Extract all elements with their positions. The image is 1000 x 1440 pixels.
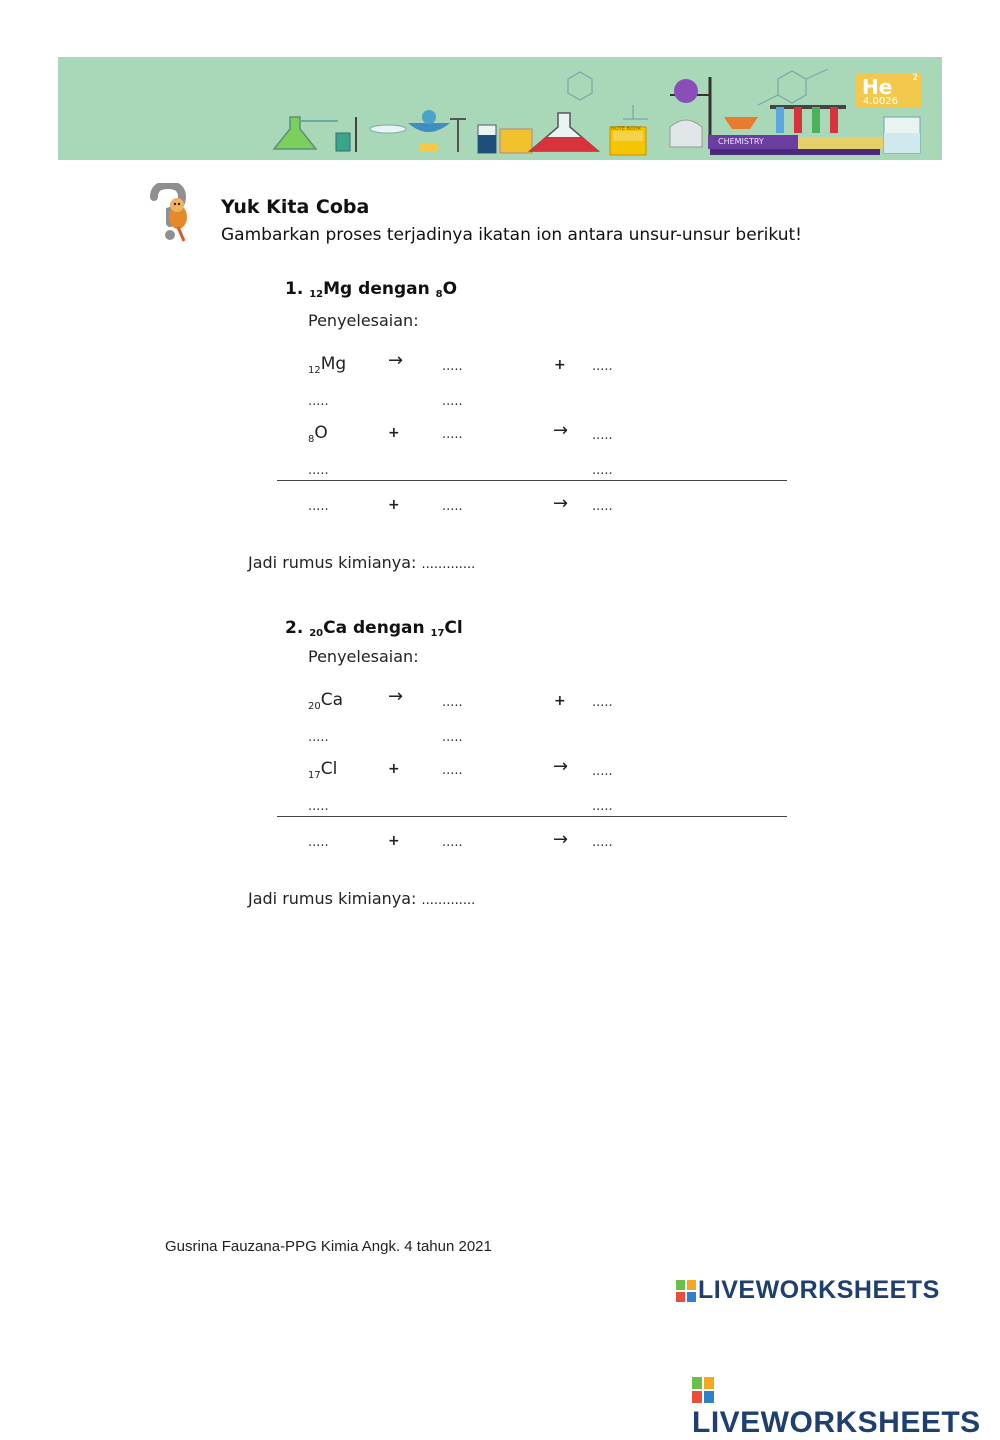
answer-blank[interactable]: ..... xyxy=(308,835,329,850)
sum-divider-line xyxy=(277,816,787,817)
question-mascot-icon xyxy=(144,183,194,245)
answer-blank[interactable]: ..... xyxy=(592,499,613,514)
plus-sign: + xyxy=(388,497,400,513)
answer-blank[interactable]: ..... xyxy=(308,799,329,814)
plus-sign: + xyxy=(388,833,400,849)
answer-blank[interactable]: ..... xyxy=(592,463,613,478)
solution-label: Penyelesaian: xyxy=(308,311,419,330)
liveworksheets-watermark-wordmark: LIVEWORKSHEETS xyxy=(692,1406,981,1439)
element-1-atomic-number: 12 xyxy=(309,289,324,300)
sum-divider-line xyxy=(277,480,787,481)
answer-blank[interactable]: ..... xyxy=(308,394,329,409)
section-title: Yuk Kita Coba xyxy=(221,196,370,218)
connector-word: dengan xyxy=(353,618,425,638)
reactant-element: $_{17}$Cl xyxy=(308,759,338,781)
notebook-label: NOTE BOOK xyxy=(611,126,641,132)
element-mass: 4.0026 xyxy=(863,96,898,107)
chemistry-book-label: CHEMISTRY xyxy=(718,137,764,146)
plus-sign: + xyxy=(388,425,400,441)
answer-blank[interactable]: ..... xyxy=(308,730,329,745)
reaction-arrow: → xyxy=(388,686,404,707)
reaction-arrow: → xyxy=(553,829,569,850)
answer-blank[interactable]: ..... xyxy=(442,695,463,710)
answer-blank[interactable]: ..... xyxy=(442,835,463,850)
element-1-symbol: Mg xyxy=(323,279,353,299)
plus-sign: + xyxy=(554,357,566,373)
answer-blank[interactable]: ..... xyxy=(308,463,329,478)
question-2-title xyxy=(285,618,463,639)
element-symbol: He xyxy=(862,75,893,99)
element-2-symbol: O xyxy=(442,279,458,299)
conclusion-label: Jadi rumus kimianya: xyxy=(248,553,417,572)
connector-word: dengan xyxy=(358,279,430,299)
answer-blank[interactable]: ..... xyxy=(442,394,463,409)
element-badge xyxy=(856,73,921,108)
answer-blank[interactable]: ..... xyxy=(442,359,463,374)
lab-equipment-illustration xyxy=(58,57,942,160)
reactant-element: $_{12}$Mg xyxy=(308,354,347,376)
answer-blank[interactable]: ..... xyxy=(442,730,463,745)
conclusion xyxy=(248,553,475,572)
conclusion-label: Jadi rumus kimianya: xyxy=(248,889,417,908)
conclusion xyxy=(248,889,475,908)
solution-label: Penyelesaian: xyxy=(308,647,419,666)
element-1-atomic-number: 20 xyxy=(309,628,324,639)
reactant-element: $_{20}$Ca xyxy=(308,690,344,712)
reactant-element: $_8$O xyxy=(308,423,328,445)
element-1-symbol: Ca xyxy=(323,618,348,638)
liveworksheets-logo-icon xyxy=(676,1280,696,1302)
answer-blank[interactable]: ..... xyxy=(442,499,463,514)
question-number: 2. xyxy=(285,618,304,638)
answer-blank[interactable]: ..... xyxy=(592,359,613,374)
answer-blank[interactable]: ..... xyxy=(442,763,463,778)
answer-blank[interactable]: ..... xyxy=(592,428,613,443)
element-superscript: 2 xyxy=(912,73,918,83)
liveworksheets-watermark[interactable] xyxy=(692,1372,1000,1440)
header-banner xyxy=(58,57,942,160)
reaction-arrow: → xyxy=(553,493,569,514)
answer-blank[interactable]: ..... xyxy=(592,764,613,779)
question-1-title xyxy=(285,279,457,300)
question-number: 1. xyxy=(285,279,304,299)
liveworksheets-logo xyxy=(676,1276,940,1305)
reaction-arrow: → xyxy=(553,756,569,777)
liveworksheets-watermark-icon xyxy=(692,1377,714,1403)
plus-sign: + xyxy=(388,761,400,777)
plus-sign: + xyxy=(554,693,566,709)
liveworksheets-wordmark: LIVEWORKSHEETS xyxy=(698,1276,940,1304)
reaction-arrow: → xyxy=(388,350,404,371)
element-2-symbol: Cl xyxy=(444,618,463,638)
footer-credit: Gusrina Fauzana-PPG Kimia Angk. 4 tahun 2021 xyxy=(165,1238,492,1255)
answer-blank[interactable]: ..... xyxy=(592,835,613,850)
answer-blank[interactable]: ..... xyxy=(592,695,613,710)
conclusion-blank[interactable]: ............. xyxy=(421,893,476,908)
answer-blank[interactable]: ..... xyxy=(308,499,329,514)
element-2-atomic-number: 17 xyxy=(430,628,445,639)
instruction-text: Gambarkan proses terjadinya ikatan ion antara unsur-unsur berikut! xyxy=(221,225,802,245)
reaction-arrow: → xyxy=(553,420,569,441)
element-2-atomic-number: 8 xyxy=(435,289,443,300)
answer-blank[interactable]: ..... xyxy=(442,427,463,442)
answer-blank[interactable]: ..... xyxy=(592,799,613,814)
conclusion-blank[interactable]: ............. xyxy=(421,557,476,572)
